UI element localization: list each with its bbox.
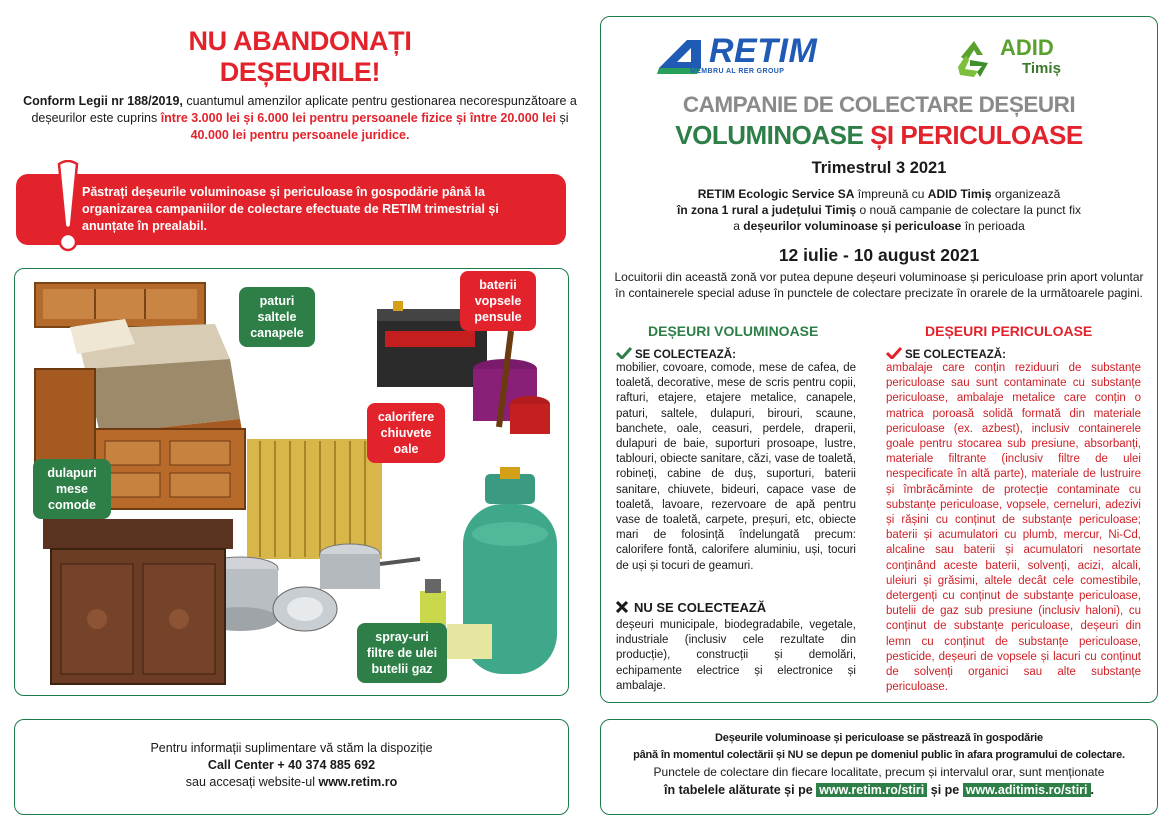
exclamation-icon (56, 160, 80, 252)
retim-logo-text: RETIM (709, 32, 818, 70)
collected-text-voluminous: SE COLECTEAZĂ: (635, 349, 736, 361)
intro-with: împreună cu (854, 187, 928, 201)
radiator-image (247, 439, 382, 559)
footer-keep-note: Deșeurile voluminoase și periculoase se păstrează în gospodărie (715, 732, 1043, 744)
retim-logo-subtext: MEMBRU AL RER GROUP (690, 68, 785, 75)
not-collected-heading (616, 600, 766, 615)
retim-news-link[interactable]: www.retim.ro/stiri (816, 783, 927, 797)
law-reference: Conform Legii nr 188/2019, (23, 94, 183, 108)
tag-bed-1: paturi (259, 294, 295, 308)
title-line-1: NU ABANDONAȚI (188, 26, 412, 56)
tag-wardrobe-1: dulapuri (47, 466, 97, 480)
left-footer (14, 719, 569, 815)
fines-intro (20, 93, 580, 144)
alert-box (16, 174, 566, 245)
intro-company: RETIM Ecologic Service SA (697, 187, 855, 201)
voluminous-heading: DEȘEURI VOLUMINOASE (648, 323, 819, 339)
collected-label-hazardous (886, 347, 1006, 361)
collected-label-voluminous (616, 347, 736, 361)
title-line-2: DEȘEURILE! (219, 57, 381, 87)
tag-bed-2: saltele (257, 310, 297, 324)
fine-amount-2: 40.000 lei pentru persoanele juridice. (190, 128, 410, 142)
tag-radiator (367, 403, 445, 463)
website-link[interactable]: www.retim.ro (318, 775, 398, 789)
intro-of: a (733, 219, 744, 233)
subtitle-voluminous: VOLUMINOASE (675, 120, 871, 150)
intro-zone: în zona 1 rural a județului Timiș (677, 203, 857, 217)
checkmark-icon (616, 347, 632, 359)
intro-organizes: organizează (991, 187, 1061, 201)
hazardous-list: ambalaje care conțin reziduuri de substanțe periculoase sau sunt contaminate cu substanțe periculoase, ambalaje metalice care conțin o matrica poroasă solidă formată din materiale periculoase (ex. azbest), inclusiv containerele goale pentru stocarea sub presiune, absorbanți, materiale filtrante (inclusiv filtre de ulei nespecificate în altă parte), materiale de lustruire și îmbrăcăminte de protecție contaminate cu substanțe periculoase, vopsele, cerneluri, adezivi și rășini cu conținut de substanțe periculoase; baterii și acumulatori cu plumb, mercur, Ni-Cd, alcaline sau baterii și acumulatori nesortate conținând aceste baterii, solvenți, acizi, alcali, uleiuri și grăsimi, altele decât cele comestibile, detergenți cu conținut de substanțe periculoase, butelii de gaz sub presiune (inclusiv haloni), cu conținut de substanțe periculoase, deșeuri din lemn cu conținut de substanțe periculoase, pesticide, deșeuri de vopsele și lacuri cu conținut de solvenți organici sau alte substanțe periculoase. (886, 362, 1141, 694)
quarter-label: Trimestrul 3 2021 (811, 159, 947, 177)
intro-partner: ADID Timiș (927, 187, 992, 201)
tag-radiator-3: oale (393, 442, 419, 456)
campaign-dates: 12 iulie - 10 august 2021 (778, 245, 980, 265)
footer-links-prefix: în tabelele alăturate și pe (664, 783, 817, 797)
footer-info: Pentru informații suplimentare vă stăm la dispoziție (150, 741, 433, 755)
tag-wardrobe (33, 459, 111, 519)
footer-website-prefix: sau accesați website-ul (185, 775, 319, 789)
intro-mid: cuantumul amenzilor aplicate pentru gestionarea necorespunzătoare a deșeurilor este cuprins (31, 94, 577, 125)
hazardous-heading: DEȘEURI PERICULOASE (925, 323, 1093, 339)
tag-spray-3: butelii gaz (371, 662, 433, 676)
tag-bed-3: canapele (250, 326, 304, 340)
footer-links (601, 781, 1157, 799)
footer-public-note: până în momentul colectării și NU se depun pe domeniul public în afara programului de colectare. (633, 749, 1125, 761)
tag-spray-2: filtre de ulei (366, 646, 438, 660)
adid-logo-text: ADID (1000, 35, 1054, 60)
tag-battery-2: vopsele (474, 294, 522, 308)
tag-bed (239, 287, 315, 347)
adid-logo-subtext: Timiș (1022, 60, 1061, 77)
tag-battery (460, 271, 536, 331)
collected-text-hazardous: SE COLECTEAZĂ: (905, 349, 1006, 361)
subtitle-hazardous: ȘI PERICULOASE (870, 120, 1083, 150)
adid-news-link[interactable]: www.aditimis.ro/stiri (963, 783, 1091, 797)
intro-campaign: o nouă campanie de colectare la punct fix (856, 203, 1081, 217)
tag-wardrobe-2: mese (56, 482, 88, 496)
call-center: Call Center + 40 374 885 692 (207, 758, 376, 772)
wardrobe-image (43, 519, 233, 684)
tag-battery-1: baterii (479, 278, 517, 292)
tag-spray-1: spray-uri (375, 630, 429, 644)
left-title (40, 26, 560, 88)
residents-note: Locuitorii din această zonă vor putea depune deșeuri voluminoase și periculoase prin aport voluntar în containerele special aduse în punctele de colectare precizate în orarele de la următoarele pagini. (614, 270, 1144, 300)
cross-icon (616, 601, 628, 613)
fine-amount-1: între 3.000 lei și 6.000 lei pentru persoanele fizice și între 20.000 lei (160, 111, 557, 125)
intro-and: și (556, 111, 569, 125)
footer-links-and: și pe (927, 783, 963, 797)
campaign-title: CAMPANIE DE COLECTARE DEȘEURI (682, 92, 1076, 117)
checkmark-icon (886, 347, 902, 359)
tag-battery-3: pensule (474, 310, 522, 324)
intro-waste-type: deșeurilor voluminoase și periculoase (743, 219, 962, 233)
intro-period: în perioada (961, 219, 1025, 233)
not-collected-text: NU SE COLECTEAZĂ (634, 600, 767, 615)
tag-spray (357, 623, 447, 683)
tag-radiator-1: calorifere (377, 410, 435, 424)
tag-wardrobe-3: comode (48, 498, 96, 512)
alert-text: Păstrați deșeurile voluminoase și periculoase în gospodărie până la organizarea campaniilor de colectare efectuate de RETIM trimestrial și anunțate în prealabil. (82, 185, 499, 233)
not-collected-list: deșeuri municipale, biodegradabile, vegetale, industriale (inclusiv cele rezultate din producție), construcții și demolări, echipamente electrice și electronice și ambalaje. (616, 619, 856, 692)
footer-links-end: . (1090, 783, 1094, 797)
recycle-icon (952, 37, 996, 79)
right-footer (600, 719, 1158, 815)
items-photo-panel (14, 268, 569, 696)
campaign-intro (612, 186, 1146, 234)
voluminous-list: mobilier, covoare, comode, mese de cafea, de toaletă, decorative, mese de scris pentru copii, rafturi, etajere, etajere metalice, canapele, paturi, saltele, dulapuri, birouri, scaune, banchete, oale, ceasuri, perdele, draperii, dulapuri de baie, suporturi prosoape, lustre, tablouri, obiecte sanitare, căzi, vase de toaletă, robineți, cabine de duș, suporturi, baterii sanitare, chiuvete, bideuri, capace vase de toaletă, lavoare, rezervoare de apă pentru vase de toaletă, carpete, preșuri, etc, obiecte mari de folosință îndelungată precum: calorifere fontă, calorifere aluminiu, uși, tocuri de uși și tocuri de geamuri. (616, 362, 856, 572)
footer-points-note: Punctele de colectare din fiecare localitate, precum și intervalul orar, sunt menționate (653, 765, 1105, 779)
tag-radiator-2: chiuvete (380, 426, 432, 440)
campaign-subtitle (600, 120, 1158, 150)
